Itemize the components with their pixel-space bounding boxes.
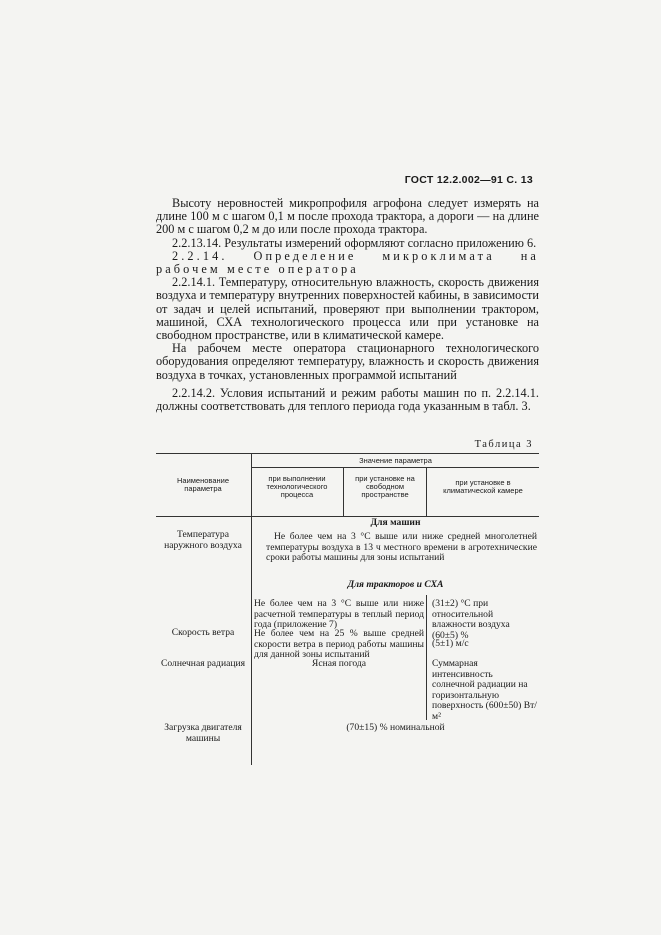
col-b-rule-header [426, 467, 427, 516]
row-temperature-tractors-c: (31±2) °С при относительной влажности воздуха (60±5) % [432, 598, 510, 641]
col-a-rule [343, 467, 344, 516]
row-solar-ab: Ясная погода [311, 658, 367, 669]
table-3 [156, 453, 539, 765]
header-param-value: Значение параметра [359, 456, 432, 465]
paragraph-stationary: На рабочем месте оператора стационарного технологического оборудования определяют температуру, влажность и скорость движения воздуха в точках, установленных программой испытаний [156, 341, 539, 382]
section-heading-2-2-14: 2.2.14. Определение микроклимата на рабочем месте оператора [156, 248, 539, 277]
paragraph-microprofile: Высоту неровностей микропрофиля агрофона следует измерять на длине 100 м с шагом 0,1 м после прохода трактора, а дороги — на длине 200 м с шагом 0,2 м до или после прохода трактора. [156, 196, 539, 237]
row-wind-c: (5±1) м/с [432, 638, 469, 649]
col-b-rule-body [426, 595, 427, 720]
param-column-rule [251, 453, 252, 765]
body-text [156, 197, 539, 413]
row-engine-load-value: (70±15) % номинальной [346, 722, 445, 733]
header-col-process: при выполнении технологического процесса [266, 474, 328, 500]
header-col-chamber: при установке в климатической камере [443, 478, 523, 496]
page-header: ГОСТ 12.2.002—91 С. 13 [404, 174, 533, 186]
paragraph-2-2-14-1: 2.2.14.1. Температуру, относительную влажность, скорость движения воздуха и температуру внутренних поверхностей кабины, в зависимости от задач и целей испытаний, проверяют при выполнении трактором, машиной, СХА технологического процесса или при установке на свободном пространстве, или в климатической камере. [156, 275, 539, 343]
row-solar-name: Солнечная радиация [160, 658, 246, 669]
section-machines: Для машин [370, 517, 421, 528]
row-temperature-machines: Не более чем на 3 °С выше или ниже средней многолетней температуры воздуха в 13 ч местного времени в агротехнические сроки работы машины для зоны испытаний [266, 531, 537, 564]
row-temperature-name: Температура наружного воздуха [164, 529, 242, 551]
table-top-rule [156, 453, 539, 454]
row-solar-c: Суммарная интенсивность солнечной радиации на горизонтальную поверхность (600±50) Вт/м² [432, 658, 537, 722]
subheader-rule [251, 467, 539, 468]
row-wind-ab: Не более чем на 25 % выше средней скорости ветра в период работы машины для данной зоны испытаний [254, 628, 424, 661]
header-bottom-rule [156, 516, 539, 517]
row-temperature-tractors-ab: Не более чем на 3 °С выше или ниже расчетной температуры в теплый период года (приложение 7) [254, 598, 424, 631]
table-title: Таблица 3 [474, 439, 533, 450]
row-wind-name: Скорость ветра [171, 627, 235, 638]
section-tractors: Для тракторов и СХА [347, 579, 444, 590]
paragraph-2-2-14-2: 2.2.14.2. Условия испытаний и режим работы машин по п. 2.2.14.1. должны соответствовать для теплого периода года указанным в табл. 3. [156, 385, 539, 414]
header-param-name: Наименование параметра [177, 476, 229, 494]
header-col-open-space: при установке на свободном пространстве [355, 474, 415, 500]
row-engine-load-name: Загрузка двигателя машины [164, 722, 242, 744]
paragraph-2-2-13-14: 2.2.13.14. Результаты измерений оформляют согласно приложению 6. [172, 235, 537, 250]
